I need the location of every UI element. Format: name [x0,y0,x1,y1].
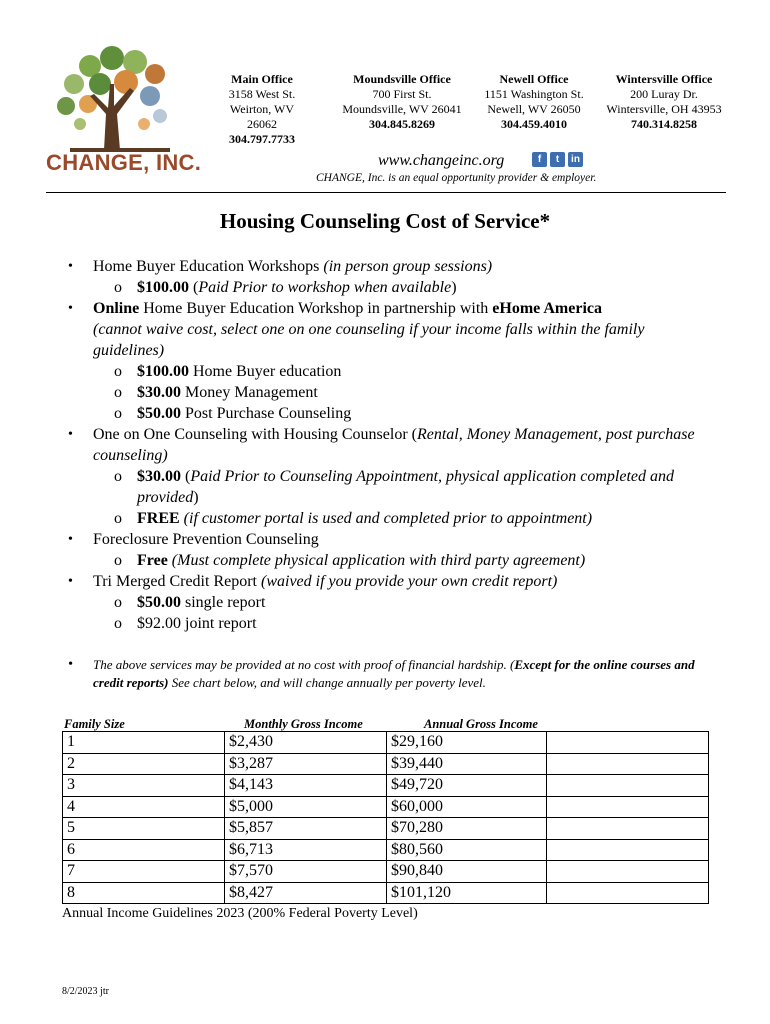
table-row [63,818,709,840]
office-street: 3158 West St. [228,87,296,101]
list-item: • Tri Merged Credit Report (waived if you provide your own credit report) [68,571,718,592]
office-city: Moundsville, WV 26041 [342,102,462,116]
table-cell: 4 [63,796,225,818]
footer-date: 8/2/2023 jtr [62,986,109,997]
table-row [63,775,709,797]
office-city: Newell, WV 26050 [487,102,581,116]
table-cell [547,818,709,840]
office-street: 1151 Washington St. [484,87,584,101]
hardship-note: • The above services may be provided at no cost with proof of financial hardship. (Except for the online courses and credit reports) See chart below, and will change annually per poverty level. [68,656,718,692]
office-city: Wintersville, OH 43953 [606,102,722,116]
twitter-icon[interactable]: t [550,152,565,167]
table-cell [547,732,709,754]
office-street: 700 First St. [372,87,432,101]
website-link[interactable]: www.changeinc.org [378,152,505,169]
facebook-icon[interactable]: f [532,152,547,167]
table-row [63,882,709,904]
table-cell: 5 [63,818,225,840]
table-cell: $39,440 [387,753,547,775]
office-newell [478,72,590,132]
table-cell: $6,713 [225,839,387,861]
linkedin-icon[interactable]: in [568,152,583,167]
table-row [63,796,709,818]
office-name: Main Office [231,72,293,86]
office-name: Wintersville Office [615,72,713,86]
column-header-family-size: Family Size [64,717,125,731]
office-name: Moundsville Office [353,72,451,86]
table-cell: $4,143 [225,775,387,797]
list-subitem: o $50.00 single report [68,592,718,613]
office-main [214,72,310,147]
table-cell [547,775,709,797]
table-cell: $2,430 [225,732,387,754]
list-subitem: o Free (Must complete physical application with third party agreement) [68,550,718,571]
table-cell: 7 [63,861,225,883]
table-cell: $8,427 [225,882,387,904]
list-subitem: o FREE (if customer portal is used and completed prior to appointment) [68,508,718,529]
income-guidelines-table [62,731,709,904]
table-row [63,732,709,754]
table-cell [547,839,709,861]
list-item: • Foreclosure Prevention Counseling [68,529,718,550]
column-header-annual: Annual Gross Income [424,717,538,731]
list-item: • One on One Counseling with Housing Counselor (Rental, Money Management, post purchase counseling) [68,424,718,466]
table-cell [547,861,709,883]
office-city: Weirton, WV 26062 [229,102,295,131]
list-item: • Home Buyer Education Workshops (in person group sessions) [68,256,718,277]
table-row [63,839,709,861]
header-divider [46,192,726,193]
table-cell [547,753,709,775]
list-subitem: o $92.00 joint report [68,613,718,634]
table-row [63,861,709,883]
table-cell: $3,287 [225,753,387,775]
page-title: Housing Counseling Cost of Service* [219,209,551,233]
office-phone: 740.314.8258 [631,117,697,131]
office-street: 200 Luray Dr. [630,87,698,101]
table-cell: $60,000 [387,796,547,818]
social-icons [532,152,583,167]
eeo-statement: CHANGE, Inc. is an equal opportunity provider & employer. [316,172,597,184]
office-moundsville [336,72,468,132]
table-cell: $5,857 [225,818,387,840]
list-subitem: o $50.00 Post Purchase Counseling [68,403,718,424]
table-cell [547,796,709,818]
list-subitem: o $30.00 Money Management [68,382,718,403]
table-cell [547,882,709,904]
table-cell: $5,000 [225,796,387,818]
list-item-note: (cannot waive cost, select one on one counseling if your income falls within the family guidelines) [93,321,645,359]
table-cell: $80,560 [387,839,547,861]
table-cell: 6 [63,839,225,861]
table-cell: $90,840 [387,861,547,883]
table-cell: 2 [63,753,225,775]
services-list [68,256,718,692]
office-phone: 304.845.8269 [369,117,435,131]
list-subitem: o $30.00 (Paid Prior to Counseling Appointment, physical application completed and provided) [68,466,718,508]
table-cell: 3 [63,775,225,797]
table-cell: $7,570 [225,861,387,883]
table-row [63,753,709,775]
table-cell: $70,280 [387,818,547,840]
table-cell: 8 [63,882,225,904]
list-subitem: o $100.00 Home Buyer education [68,361,718,382]
table-cell: $49,720 [387,775,547,797]
column-header-monthly: Monthly Gross Income [244,717,363,731]
list-item: • Online Home Buyer Education Workshop in partnership with eHome America [68,298,718,319]
table-cell: $29,160 [387,732,547,754]
logo-wordmark: CHANGE, INC. [46,150,202,175]
office-phone: 304.459.4010 [501,117,567,131]
office-name: Newell Office [499,72,569,86]
table-caption: Annual Income Guidelines 2023 (200% Federal Poverty Level) [62,906,418,921]
table-cell: $101,120 [387,882,547,904]
office-phone: 304.797.7733 [229,132,295,146]
table-cell: 1 [63,732,225,754]
office-wintersville [600,72,728,132]
list-subitem: o $100.00 (Paid Prior to workshop when available) [68,277,718,298]
